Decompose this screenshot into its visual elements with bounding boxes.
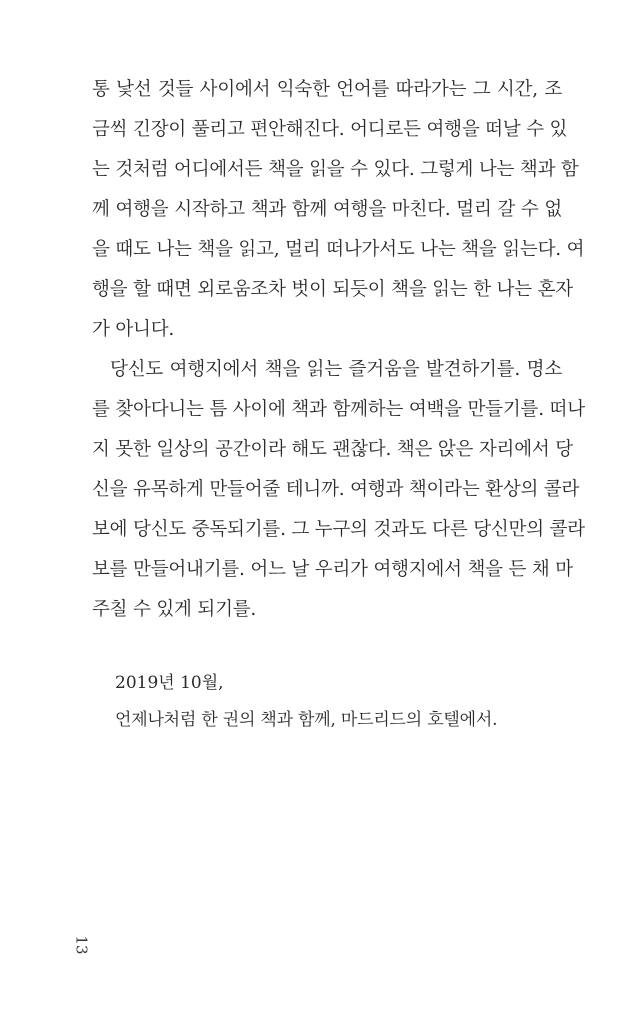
body-line: 금씩 긴장이 풀리고 편안해진다. 어디로든 여행을 떠날 수 있 — [92, 119, 568, 140]
body-line: 신을 유목하게 만들어줄 테니까. 여행과 책이라는 환상의 콜라 — [92, 479, 580, 500]
body-line: 께 여행을 시작하고 책과 함께 여행을 마친다. 멀리 갈 수 없 — [92, 199, 562, 220]
body-line: 는 것처럼 어디에서든 책을 읽을 수 있다. 그렇게 나는 책과 함 — [92, 159, 579, 180]
body-line: 통 낯선 것들 사이에서 익숙한 언어를 따라가는 그 시간, 조 — [92, 79, 562, 100]
page-number: 13 — [72, 935, 91, 955]
body-line: 행을 할 때면 외로움조차 벗이 되듯이 책을 읽는 한 나는 혼자 — [92, 279, 573, 300]
body-line: 당신도 여행지에서 책을 읽는 즐거움을 발견하기를. 명소 — [110, 359, 562, 380]
body-line: 을 때도 나는 책을 읽고, 멀리 떠나가서도 나는 책을 읽는다. 여 — [92, 239, 585, 260]
body-line: 보에 당신도 중독되기를. 그 누구의 것과도 다른 당신만의 콜라 — [92, 519, 585, 540]
signature-date: 2019년 10월, — [115, 673, 224, 693]
signature-place: 언제나처럼 한 권의 책과 함께, 마드리드의 호텔에서. — [115, 710, 498, 730]
body-line: 를 찾아다니는 틈 사이에 책과 함께하는 여백을 만들기를. 떠나 — [92, 399, 585, 420]
body-line: 보를 만들어내기를. 어느 날 우리가 여행지에서 책을 든 채 마 — [92, 559, 573, 580]
body-line: 주칠 수 있게 되기를. — [92, 599, 257, 620]
body-line: 가 아니다. — [92, 319, 175, 340]
body-line: 지 못한 일상의 공간이라 해도 괜찮다. 책은 앉은 자리에서 당 — [92, 439, 573, 460]
